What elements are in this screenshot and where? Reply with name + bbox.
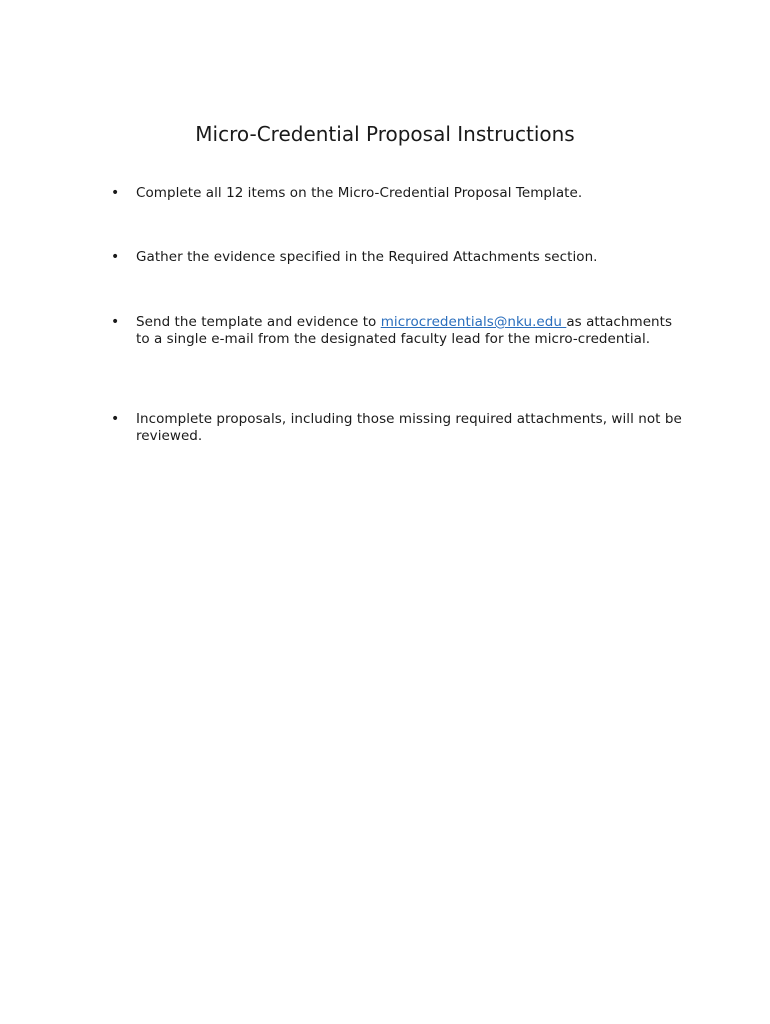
instruction-text [136, 314, 687, 347]
bullet-icon: • [111, 411, 120, 427]
list-item [107, 411, 687, 444]
bullet-icon: • [111, 185, 120, 201]
instruction-text: Incomplete proposals, including those missing required attachments, will not be reviewed. [136, 411, 682, 444]
bullet-icon: • [111, 314, 120, 330]
list-item [107, 185, 687, 202]
page-title: Micro-Credential Proposal Instructions [195, 122, 575, 146]
list-item [107, 249, 687, 266]
instruction-text-before-link: Send the template and evidence to [136, 314, 381, 330]
bullet-icon: • [111, 249, 120, 265]
instruction-text: Complete all 12 items on the Micro-Credential Proposal Template. [136, 185, 583, 201]
email-link[interactable]: microcredentials@nku.edu [380, 314, 567, 330]
instruction-text-after-link: as attachments to a single e-mail from the designated faculty lead for the micro-credential. [136, 314, 673, 347]
instruction-text: Gather the evidence specified in the Required Attachments section. [136, 249, 598, 265]
list-item [107, 314, 687, 347]
